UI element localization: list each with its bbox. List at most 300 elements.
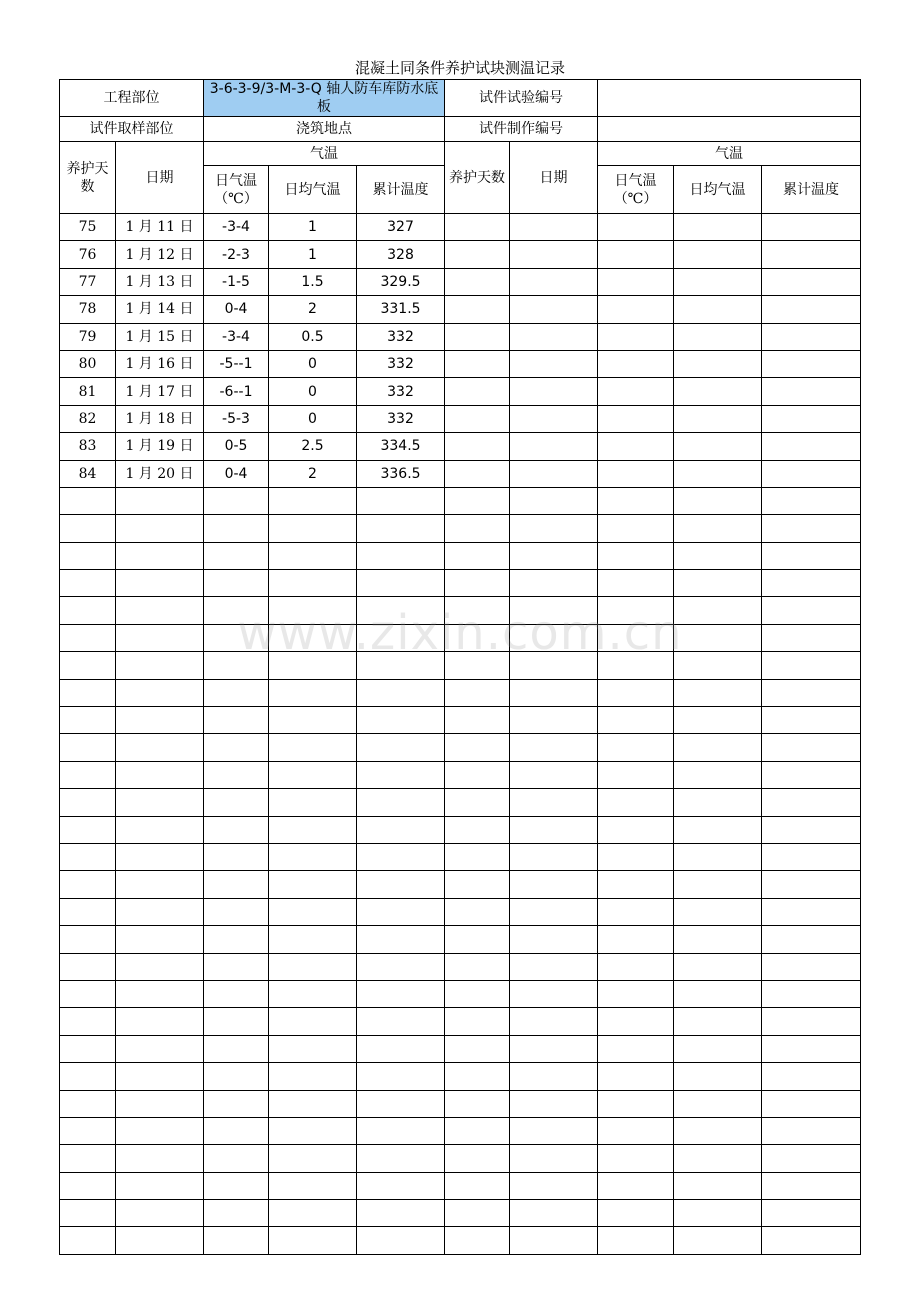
cell-day: 82 [60, 405, 116, 432]
empty-cell [60, 1227, 116, 1254]
empty-cell [598, 570, 674, 597]
empty-cell [60, 624, 116, 651]
empty-cell [510, 953, 598, 980]
empty-cell [598, 652, 674, 679]
col-date-right: 日期 [510, 142, 598, 214]
empty-cell [269, 707, 357, 734]
cell-daily-temp: -6--1 [204, 378, 269, 405]
table-row [60, 953, 861, 980]
empty-cell [598, 980, 674, 1007]
col-cumulative-right: 累计温度 [762, 166, 861, 214]
empty-cell [598, 378, 674, 405]
empty-cell [445, 953, 510, 980]
empty-cell [269, 816, 357, 843]
empty-cell [269, 1008, 357, 1035]
empty-cell [674, 1008, 762, 1035]
document-title: 混凝土同条件养护试块测温记录 [354, 59, 565, 77]
empty-cell [269, 487, 357, 514]
empty-cell [357, 679, 445, 706]
empty-cell [116, 789, 204, 816]
empty-cell [762, 1035, 861, 1062]
empty-cell [510, 214, 598, 241]
empty-cell [60, 871, 116, 898]
empty-cell [598, 214, 674, 241]
pour-site-label: 浇筑地点 [204, 117, 445, 142]
empty-cell [510, 1227, 598, 1254]
empty-cell [762, 296, 861, 323]
empty-cell [116, 816, 204, 843]
empty-cell [269, 1200, 357, 1227]
empty-cell [598, 953, 674, 980]
empty-cell [60, 843, 116, 870]
empty-cell [357, 1227, 445, 1254]
empty-cell [674, 1227, 762, 1254]
empty-cell [762, 624, 861, 651]
empty-cell [762, 707, 861, 734]
cell-date: 1 月 14 日 [116, 296, 204, 323]
table-row [60, 1035, 861, 1062]
empty-cell [762, 214, 861, 241]
empty-cell [762, 871, 861, 898]
empty-cell [762, 597, 861, 624]
empty-cell [510, 679, 598, 706]
table-row [60, 296, 861, 323]
header-row-sample [60, 117, 861, 142]
empty-cell [762, 1145, 861, 1172]
empty-cell [598, 707, 674, 734]
table-row [60, 898, 861, 925]
empty-cell [762, 980, 861, 1007]
empty-cell [204, 487, 269, 514]
empty-cell [269, 926, 357, 953]
cell-cumulative: 336.5 [357, 460, 445, 487]
cell-daily-temp: -3-4 [204, 323, 269, 350]
empty-cell [204, 1063, 269, 1090]
empty-cell [204, 570, 269, 597]
cell-day: 75 [60, 214, 116, 241]
cell-daily-avg: 1 [269, 214, 357, 241]
empty-cell [762, 652, 861, 679]
table-row [60, 1090, 861, 1117]
cell-day: 81 [60, 378, 116, 405]
empty-cell [762, 953, 861, 980]
empty-cell [60, 487, 116, 514]
table-row [60, 980, 861, 1007]
empty-cell [269, 898, 357, 925]
cell-daily-temp: -2-3 [204, 241, 269, 268]
table-row [60, 926, 861, 953]
table-row [60, 378, 861, 405]
empty-cell [204, 542, 269, 569]
empty-cell [357, 1090, 445, 1117]
empty-cell [60, 1063, 116, 1090]
empty-cell [445, 542, 510, 569]
empty-cell [357, 1200, 445, 1227]
empty-cell [445, 350, 510, 377]
empty-cell [674, 214, 762, 241]
empty-cell [674, 1063, 762, 1090]
empty-cell [762, 268, 861, 295]
empty-cell [674, 350, 762, 377]
empty-cell [204, 980, 269, 1007]
empty-cell [598, 898, 674, 925]
col-days-left: 养护天数 [60, 142, 116, 214]
sample-part-label: 试件取样部位 [60, 117, 204, 142]
empty-cell [510, 1145, 598, 1172]
empty-cell [510, 268, 598, 295]
empty-cell [269, 652, 357, 679]
empty-cell [445, 898, 510, 925]
empty-cell [269, 515, 357, 542]
table-row [60, 1172, 861, 1199]
empty-cell [762, 1227, 861, 1254]
empty-cell [510, 1035, 598, 1062]
cell-cumulative: 332 [357, 378, 445, 405]
empty-cell [674, 898, 762, 925]
cell-cumulative: 328 [357, 241, 445, 268]
empty-cell [445, 926, 510, 953]
empty-cell [598, 542, 674, 569]
empty-cell [674, 296, 762, 323]
empty-cell [762, 1117, 861, 1144]
empty-cell [674, 1090, 762, 1117]
cell-day: 78 [60, 296, 116, 323]
cell-daily-temp: 0-4 [204, 460, 269, 487]
empty-cell [60, 1090, 116, 1117]
empty-cell [674, 542, 762, 569]
empty-cell [269, 1145, 357, 1172]
empty-cell [674, 1172, 762, 1199]
empty-cell [204, 597, 269, 624]
empty-cell [510, 980, 598, 1007]
empty-cell [204, 652, 269, 679]
cell-daily-avg: 0 [269, 378, 357, 405]
empty-cell [269, 761, 357, 788]
empty-cell [60, 597, 116, 624]
empty-cell [762, 761, 861, 788]
empty-cell [269, 789, 357, 816]
empty-cell [116, 843, 204, 870]
empty-cell [116, 515, 204, 542]
col-daily-temp-right: 日气温（℃） [598, 166, 674, 214]
empty-cell [674, 953, 762, 980]
empty-cell [269, 871, 357, 898]
empty-cell [60, 652, 116, 679]
empty-cell [762, 542, 861, 569]
empty-cell [357, 707, 445, 734]
empty-cell [269, 1172, 357, 1199]
empty-cell [116, 679, 204, 706]
empty-cell [762, 679, 861, 706]
header-row-project [60, 80, 861, 117]
empty-cell [357, 789, 445, 816]
cell-daily-temp: 0-5 [204, 433, 269, 460]
empty-cell [116, 898, 204, 925]
empty-cell [60, 679, 116, 706]
empty-cell [674, 843, 762, 870]
empty-cell [510, 871, 598, 898]
empty-cell [762, 734, 861, 761]
empty-cell [204, 953, 269, 980]
table-row [60, 405, 861, 432]
empty-cell [510, 1172, 598, 1199]
empty-cell [60, 953, 116, 980]
empty-cell [598, 1145, 674, 1172]
table-row [60, 1227, 861, 1254]
empty-cell [445, 515, 510, 542]
empty-cell [269, 1063, 357, 1090]
empty-cell [445, 816, 510, 843]
table-row [60, 1117, 861, 1144]
empty-cell [510, 816, 598, 843]
empty-cell [269, 1227, 357, 1254]
empty-cell [445, 1200, 510, 1227]
empty-cell [674, 789, 762, 816]
empty-cell [269, 843, 357, 870]
empty-cell [445, 734, 510, 761]
empty-cell [445, 487, 510, 514]
empty-cell [598, 1200, 674, 1227]
cell-date: 1 月 18 日 [116, 405, 204, 432]
empty-cell [204, 816, 269, 843]
empty-cell [445, 624, 510, 651]
empty-cell [510, 487, 598, 514]
empty-cell [269, 1035, 357, 1062]
project-part-value: 3-6-3-9/3-M-3-Q 轴人防车库防水底板 [204, 80, 445, 117]
cell-date: 1 月 19 日 [116, 433, 204, 460]
empty-cell [269, 953, 357, 980]
empty-cell [598, 460, 674, 487]
empty-cell [60, 898, 116, 925]
cell-cumulative: 329.5 [357, 268, 445, 295]
empty-cell [116, 1227, 204, 1254]
empty-cell [357, 1008, 445, 1035]
empty-cell [445, 761, 510, 788]
cell-date: 1 月 13 日 [116, 268, 204, 295]
empty-cell [204, 734, 269, 761]
empty-cell [674, 926, 762, 953]
empty-cell [357, 570, 445, 597]
empty-cell [762, 926, 861, 953]
empty-cell [357, 542, 445, 569]
empty-cell [116, 871, 204, 898]
empty-cell [510, 296, 598, 323]
empty-cell [445, 1117, 510, 1144]
table-row [60, 816, 861, 843]
empty-cell [674, 624, 762, 651]
empty-cell [269, 597, 357, 624]
empty-cell [598, 816, 674, 843]
empty-cell [204, 761, 269, 788]
table-row [60, 734, 861, 761]
empty-cell [598, 241, 674, 268]
empty-cell [674, 597, 762, 624]
table-row [60, 1200, 861, 1227]
empty-cell [60, 734, 116, 761]
empty-cell [204, 679, 269, 706]
empty-cell [357, 515, 445, 542]
empty-cell [116, 980, 204, 1007]
empty-cell [510, 570, 598, 597]
cell-date: 1 月 11 日 [116, 214, 204, 241]
empty-cell [598, 296, 674, 323]
empty-cell [762, 789, 861, 816]
cell-daily-avg: 2 [269, 296, 357, 323]
empty-cell [445, 241, 510, 268]
empty-cell [204, 515, 269, 542]
cell-cumulative: 334.5 [357, 433, 445, 460]
table-row [60, 542, 861, 569]
cell-day: 84 [60, 460, 116, 487]
empty-cell [269, 679, 357, 706]
column-header-row-1 [60, 142, 861, 166]
empty-cell [116, 1200, 204, 1227]
empty-cell [357, 953, 445, 980]
empty-cell [598, 1090, 674, 1117]
empty-cell [762, 843, 861, 870]
empty-cell [598, 871, 674, 898]
empty-cell [445, 1227, 510, 1254]
empty-cell [674, 570, 762, 597]
empty-cell [598, 1172, 674, 1199]
cell-daily-avg: 0.5 [269, 323, 357, 350]
empty-cell [598, 268, 674, 295]
empty-cell [60, 789, 116, 816]
cell-date: 1 月 17 日 [116, 378, 204, 405]
cell-daily-avg: 2.5 [269, 433, 357, 460]
empty-cell [116, 761, 204, 788]
empty-cell [510, 460, 598, 487]
cell-daily-temp: -5--1 [204, 350, 269, 377]
empty-cell [445, 980, 510, 1007]
empty-cell [674, 679, 762, 706]
empty-cell [116, 570, 204, 597]
empty-cell [674, 871, 762, 898]
make-no-label: 试件制作编号 [445, 117, 598, 142]
empty-cell [510, 898, 598, 925]
empty-cell [445, 323, 510, 350]
table-row [60, 597, 861, 624]
trial-no-label: 试件试验编号 [445, 80, 598, 117]
empty-cell [445, 1035, 510, 1062]
empty-cell [762, 1008, 861, 1035]
table-row [60, 1063, 861, 1090]
cell-day: 83 [60, 433, 116, 460]
empty-cell [204, 707, 269, 734]
table-row [60, 1145, 861, 1172]
empty-cell [674, 378, 762, 405]
empty-cell [762, 1200, 861, 1227]
empty-cell [269, 980, 357, 1007]
empty-cell [357, 1117, 445, 1144]
table-row [60, 679, 861, 706]
empty-cell [357, 624, 445, 651]
empty-cell [674, 323, 762, 350]
col-air-temp-left: 气温 [204, 142, 445, 166]
empty-cell [674, 460, 762, 487]
cell-daily-avg: 0 [269, 405, 357, 432]
empty-cell [762, 515, 861, 542]
table-row [60, 214, 861, 241]
empty-cell [762, 898, 861, 925]
empty-cell [598, 1117, 674, 1144]
empty-cell [510, 926, 598, 953]
table-row [60, 515, 861, 542]
empty-cell [60, 816, 116, 843]
empty-cell [598, 597, 674, 624]
table-row [60, 350, 861, 377]
empty-cell [598, 1008, 674, 1035]
empty-cell [116, 1145, 204, 1172]
empty-cell [510, 843, 598, 870]
empty-cell [510, 789, 598, 816]
empty-cell [357, 487, 445, 514]
empty-cell [510, 597, 598, 624]
empty-cell [204, 1117, 269, 1144]
empty-cell [60, 570, 116, 597]
empty-cell [60, 926, 116, 953]
empty-cell [510, 405, 598, 432]
empty-cell [762, 487, 861, 514]
cell-day: 80 [60, 350, 116, 377]
cell-cumulative: 332 [357, 323, 445, 350]
empty-cell [510, 1008, 598, 1035]
empty-cell [357, 871, 445, 898]
empty-cell [598, 405, 674, 432]
cell-cumulative: 332 [357, 350, 445, 377]
empty-cell [510, 378, 598, 405]
watermark: www.zixin.com.cn [237, 605, 683, 661]
empty-cell [445, 1090, 510, 1117]
empty-cell [674, 515, 762, 542]
col-date-left: 日期 [116, 142, 204, 214]
empty-cell [598, 487, 674, 514]
empty-cell [60, 1117, 116, 1144]
empty-cell [445, 433, 510, 460]
table-row [60, 487, 861, 514]
empty-cell [204, 1145, 269, 1172]
empty-cell [445, 405, 510, 432]
empty-cell [510, 433, 598, 460]
empty-cell [674, 734, 762, 761]
empty-cell [762, 1063, 861, 1090]
empty-cell [60, 1008, 116, 1035]
empty-cell [357, 761, 445, 788]
empty-cell [510, 323, 598, 350]
empty-cell [269, 1090, 357, 1117]
empty-cell [204, 1035, 269, 1062]
empty-cell [60, 515, 116, 542]
empty-cell [357, 898, 445, 925]
empty-cell [357, 1063, 445, 1090]
empty-cell [445, 652, 510, 679]
cell-daily-avg: 2 [269, 460, 357, 487]
empty-cell [510, 542, 598, 569]
table-row [60, 241, 861, 268]
table-row [60, 761, 861, 788]
cell-daily-avg: 0 [269, 350, 357, 377]
empty-cell [116, 542, 204, 569]
empty-cell [674, 652, 762, 679]
empty-cell [204, 1172, 269, 1199]
empty-cell [510, 707, 598, 734]
empty-cell [674, 1145, 762, 1172]
table-row [60, 871, 861, 898]
empty-cell [445, 871, 510, 898]
empty-cell [204, 871, 269, 898]
empty-cell [598, 323, 674, 350]
cell-daily-avg: 1 [269, 241, 357, 268]
